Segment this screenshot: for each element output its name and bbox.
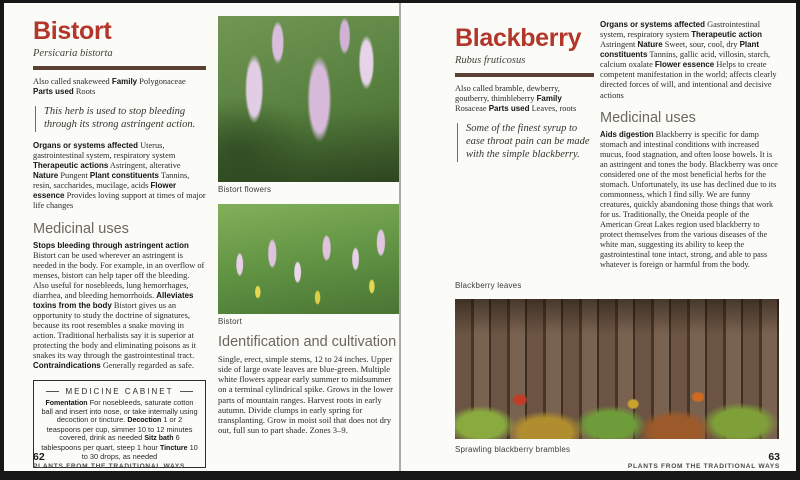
page-title: Blackberry [455, 24, 582, 52]
book-title: PLANTS FROM THE TRADITIONAL WAYS [33, 463, 186, 471]
page-number: 63 [768, 451, 780, 463]
pull-quote: This herb is used to stop bleeding through its strong astringent action. [35, 106, 206, 132]
dash-ornament [46, 391, 59, 392]
latin-name: Rubus fruticosus [455, 55, 526, 67]
photo-caption: Blackberry leaves [455, 280, 522, 290]
blackberry-intro-column [455, 25, 594, 290]
bistort-meadow-photo [218, 204, 399, 314]
dash-ornament [180, 391, 193, 392]
also-called-text: Also called snakeweed Family Polygonaceae Parts used Roots [33, 77, 186, 97]
blackberry-brambles-photo [455, 299, 779, 439]
book-title: PLANTS FROM THE TRADITIONAL WAYS [627, 463, 780, 471]
medicine-cabinet-text: Fomentation For nosebleeds, saturate cotton ball and insert into nose, or take internally using decoction or tincture. Decoction 1 or 2 teaspoons per cup, simmer 10 to 12 minutes covered, drink as needed Sitz bath 6 tablespoons per quart, steep 1 hour Tincture 10 to 30 drops, as needed [41, 397, 198, 461]
blackberry-text-column [600, 20, 781, 270]
medicinal-uses-heading: Medicinal uses [33, 220, 129, 237]
medicinal-uses-heading: Medicinal uses [600, 109, 696, 126]
title-rule [455, 73, 594, 77]
title-rule [33, 66, 206, 70]
photo-caption: Bistort [218, 317, 243, 326]
photo-caption: Sprawling blackberry brambles [455, 445, 571, 454]
medicine-cabinet-label: MEDICINE CABINET [65, 386, 174, 396]
page-gutter [399, 3, 401, 471]
plant-attributes-text: Organs or systems affected Gastrointestinal system, respiratory system Therapeutic action Astringent Nature Sweet, sour, cool, dry Plant constituents Tannins, gallic acid, villosin, starch, calcium oxalate Flower essence Helps to create competent manifestation in the world; affects clearly directed forces of will, and intentional and decisive actions [600, 20, 777, 100]
page-title: Bistort [33, 17, 112, 45]
medicinal-uses-text: Stops bleeding through astringent action Bistort can be used wherever an astringent is needed in the body. For example, in an overflow of menses, bistort can help taper off the bleeding. Also useful for nosebleeds, lung hemorrhages, diarrhea, and bleeding hemorrhoids. Alleviates toxins from the body Bistort gives us an opportunity to study the doctrine of signatures, because its root resembles a snake moving in action. Traditional herbalists say it is superior at protecting the body and eliminating poisons as it snakes its way through the gastrointestinal tract. Contraindications Generally regarded as safe. [33, 240, 205, 371]
plant-attributes-text: Organs or systems affected Uterus, gastrointestinal system, respiratory system Therapeutic actions Astringent, alterative Nature Pungent Plant constituents Tannins, resin, saccharides, mucilage, acids Flower essence Provides loving support at times of major life changes [33, 141, 206, 211]
blackberry-leaves-photo [455, 172, 594, 278]
book-spread [4, 3, 796, 471]
medicine-cabinet-heading [41, 387, 198, 396]
bistort-text-column [33, 18, 206, 468]
bistort-photo-column [218, 16, 399, 435]
photo-caption: Bistort flowers [218, 185, 272, 194]
left-page-footer [33, 451, 185, 471]
medicinal-uses-text: Aids digestion Blackberry is specific for damp stomach and intestinal conditions with increased mucus, food stagnation, and often loose bowels. It is an astringent and tones the body. Blackberry was once considered one of the most beneficial herbs for the stomach. Unfortunately, its use has declined due to its commonness, which I find silly. We are funny creatures, quickly abandoning those things that work for us. Traditionally, the Oneida people of the American Great Lakes region used blackberry to protect themselves from the various diseases of the white man, suggesting its ability to keep the gastrointestinal tone intact, strong, and able to pass whatever is foreign or harmful from the body. [600, 129, 778, 269]
also-called-text: Also called bramble, dewberry, goutberry, thimbleberry Family Rosaceae Parts used Leaves, roots [455, 84, 577, 114]
page-number: 62 [33, 451, 45, 463]
identification-text: Single, erect, simple stems, 12 to 24 inches. Upper side of large ovate leaves are blue-green. Multiple white flowers appear early summer to midsummer on a terminal cylindrical spike. Grows in the lower parts of mountain ranges. Harvest roots in early autumn. Divide clumps in early spring for transplanting. Grow in moist soil that does not dry out, full sun to part shade. Zones 3–9. [218, 354, 393, 435]
bistort-flowers-photo [218, 16, 399, 182]
latin-name: Persicaria bistorta [33, 48, 113, 60]
right-page-footer [628, 451, 780, 471]
pull-quote: Some of the finest syrup to ease throat pain can be made with the simple blackberry. [457, 123, 594, 161]
identification-heading: Identification and cultivation [218, 334, 397, 350]
